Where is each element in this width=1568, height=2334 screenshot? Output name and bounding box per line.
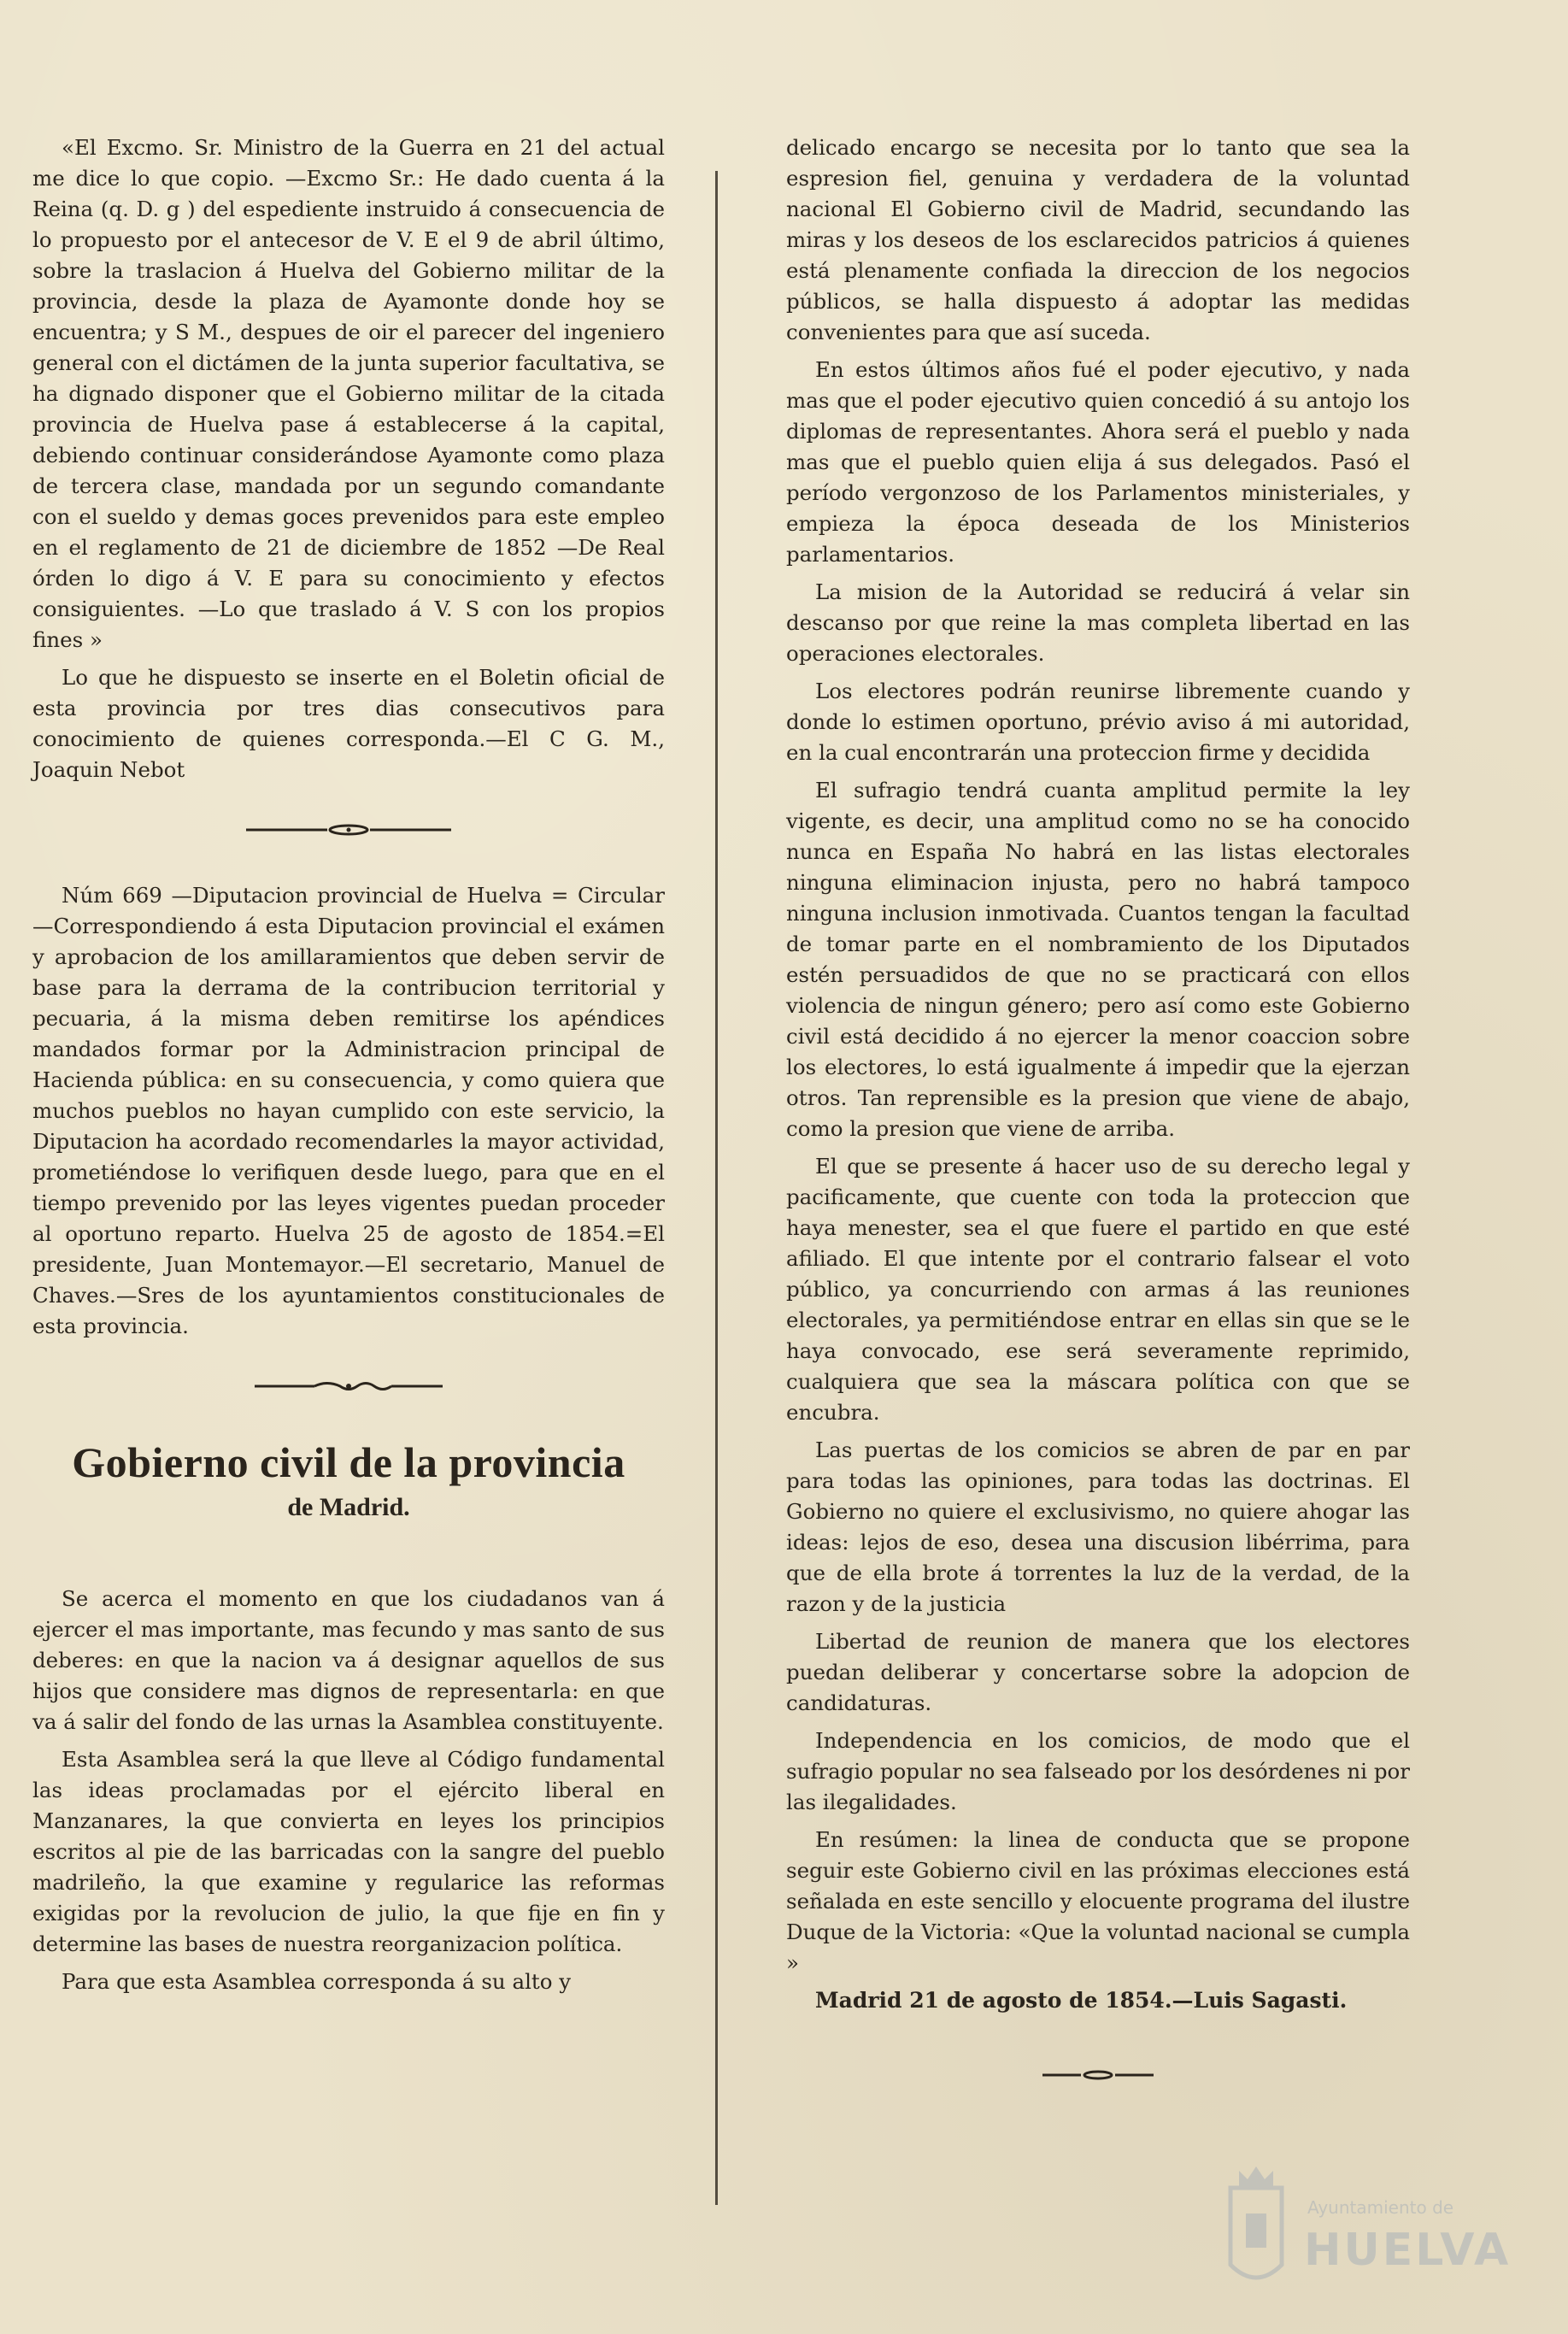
madrid-paragraph-legal-right: El que se presente á hacer uso de su derecho legal y pacificamente, que cuente con toda la proteccion que haya menester, sea el que fuere el partido en que esté afiliado. El que intente por el contrario falsear el voto público, ya concurriendo con armas á las reuniones electorales, ya permitiéndose entrar en ellas sin que se le haya convocado, ese será severamente reprimido, cualquiera que sea la máscara política con que se encubra. — [786, 1154, 1410, 1425]
madrid-paragraph-executive: En estos últimos años fué el poder ejecutivo, y nada mas que el poder ejecutivo quien concedió á su antojo los diplomas de representantes. Ahora será el pueblo y nada mas que el pueblo quien elija á sus delegados. Pasó el período vergonzoso de los Parlamentos ministeriales, y empieza la época deseada de los Ministerios parlamentarios. — [786, 357, 1410, 567]
madrid-paragraph-independence: Independencia en los comicios, de modo que el sufragio popular no sea falseado por los desórdenes ni por las ilegalidades. — [786, 1728, 1410, 1814]
section-title: Gobierno civil de la provincia — [72, 1438, 625, 1486]
sign-off: Madrid 21 de agosto de 1854.—Luis Sagasti. — [815, 1988, 1348, 2013]
watermark-line-2: HUELVA — [1304, 2225, 1512, 2276]
ayuntamiento-watermark — [1213, 2154, 1521, 2299]
diputacion-circular: Núm 669 —Diputacion provincial de Huelva = Circular —Correspondiendo á esta Diputacion provincial el exámen y aprobacion de los amillaramientos que deben servir de base para la derrama de la contribucion territorial y pecuaria, á la misma deben remitirse los apéndices mandados formar por la Administracion principal de Hacienda pública: en su consecuencia, y como quiera que muchos pueblos no hayan cumplido con este servicio, la Diputacion ha acordado recomendarles la mayor actividad, prometiéndose lo verifiquen desde luego, para que en el tiempo prevenido por las leyes vigentes puedan proceder al oportuno reparto. Huelva 25 de agosto de 1854.=El presidente, Juan Montemayor.—El secretario, Manuel de Chaves.—Sres de los ayuntamientos constitucionales de esta provincia. — [32, 883, 665, 1338]
right-column — [786, 132, 1410, 2125]
madrid-paragraph-comicios: Las puertas de los comicios se abren de par en par para todas las opiniones, para todas las doctrinas. El Gobierno no quiere el exclusivismo, no quiere ahogar las ideas: lejos de eso, desea una discusion libérrima, para que de ella brote á torrentes la luz de la verdad, de la razon y de la justicia — [786, 1437, 1410, 1616]
madrid-paragraph-suffrage: El sufragio tendrá cuanta amplitud permite la ley vigente, es decir, una amplitud como no se ha conocido nunca en España No habrá en las listas electorales ninguna eliminacion injusta, pero no habrá tampoco ninguna inclusion inmotivada. Cuantos tengan la facultad de tomar parte en el nombramiento de los Diputados estén persuadidos de que no se practicará con ellos violencia de ningun género; pero así como este Gobierno civil está decidido á no ejercer la menor coaccion sobre los electores, lo está igualmente á impedir que la ejerzan otros. Tan reprensible es la presion que viene de abajo, como la presion que viene de arriba. — [786, 778, 1410, 1141]
madrid-paragraph-electors: Los electores podrán reunirse libremente cuando y donde lo estimen oportuno, prévio aviso á mi autoridad, en la cual encontrarán una proteccion firme y decidida — [786, 679, 1410, 765]
madrid-paragraph-reunion: Libertad de reunion de manera que los electores puedan deliberar y concertarse sobre la adopcion de candidaturas. — [786, 1629, 1410, 1715]
ornament-divider — [32, 1379, 665, 1396]
madrid-paragraph-summary: En resúmen: la linea de conducta que se propone seguir este Gobierno civil en las próximas elecciones está señalada en este sencillo y elocuente programa del ilustre Duque de la Victoria: «Que la voluntad nacional se cumpla » — [786, 1827, 1410, 1975]
madrid-paragraph-1: Se acerca el momento en que los ciudadanos van á ejercer el mas importante, mas fecundo y mas santo de sus deberes: en que la nacion va á designar aquellos de sus hijos que considere mas dignos de representarla: en que va á salir del fondo de las urnas la Asamblea constituyente. — [32, 1586, 665, 1734]
military-government-notice: «El Excmo. Sr. Ministro de la Guerra en 21 del actual me dice lo que copio. —Excmo Sr.: He dado cuenta á la Reina (q. D. g ) del espediente instruido á consecuencia de lo propuesto por el antecesor de V. E el 9 de abril último, sobre la traslacion á Huelva del Gobierno militar de la provincia, desde la plaza de Ayamonte donde hoy se encuentra; y S M., despues de oir el parecer del ingeniero general con el dictámen de la junta superior facultativa, se ha dignado disponer que el Gobierno militar de la citada provincia de Huelva pase á establecerse á la capital, debiendo continuar considerándose Ayamonte como plaza de tercera clase, mandada por un segundo comandante con el sueldo y demas goces prevenidos para este empleo en el reglamento de 21 de diciembre de 1852 —De Real órden lo digo á V. E para su conocimiento y efectos consiguientes. —Lo que traslado á V. S con los propios fines » — [32, 135, 665, 652]
section-subtitle: de Madrid. — [287, 1493, 410, 1521]
watermark-line-1: Ayuntamiento de — [1307, 2197, 1454, 2218]
crest-icon — [1230, 2166, 1282, 2278]
left-column — [32, 132, 665, 2004]
boletin-insertion-notice: Lo que he dispuesto se inserte en el Boletin oficial de esta provincia por tres dias consecutivos para conocimiento de quienes corresponda.—El C G. M., Joaquin Nebot — [32, 665, 665, 782]
madrid-paragraph-2: Esta Asamblea será la que lleve al Código fundamental las ideas proclamadas por el ejército liberal en Manzanares, la que convierta en leyes los principios escritos al pie de las barricadas con la sangre del pueblo madrileño, la que examine y regularice las reformas exigidas por la revolucion de julio, la que fije en fin y determine las bases de nuestra reorganizacion política. — [32, 1747, 665, 1956]
madrid-paragraph-continued: delicado encargo se necesita por lo tanto que sea la espresion fiel, genuina y verdadera de la voluntad nacional El Gobierno civil de Madrid, secundando las miras y los deseos de los esclarecidos patricios á quienes está plenamente confiada la direccion de los negocios públicos, se halla dispuesto á adoptar las medidas convenientes para que así suceda. — [786, 135, 1410, 344]
column-divider — [715, 171, 718, 2205]
ornament-divider — [32, 823, 665, 839]
madrid-paragraph-3: Para que esta Asamblea corresponda á su alto y — [62, 1969, 572, 1994]
madrid-paragraph-authority: La mision de la Autoridad se reducirá á velar sin descanso por que reine la mas completa libertad en las operaciones electorales. — [786, 579, 1410, 666]
ornament-divider — [786, 2067, 1410, 2084]
